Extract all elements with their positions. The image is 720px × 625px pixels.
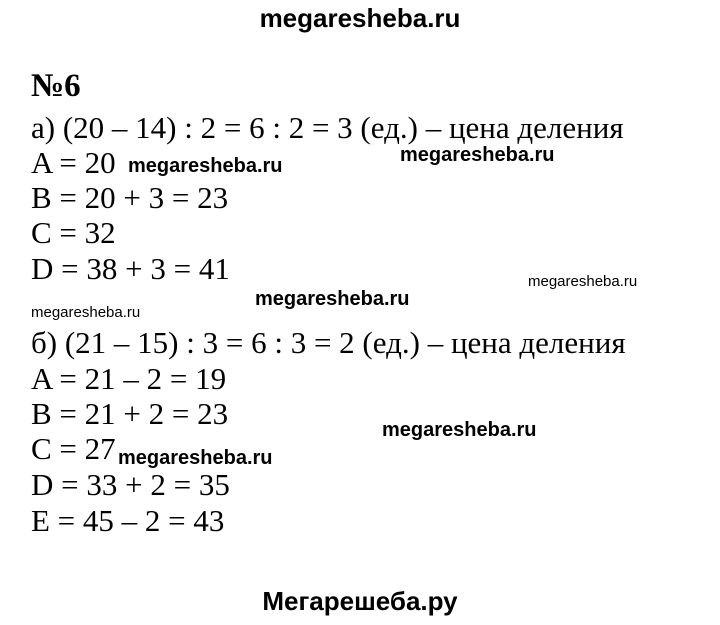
part-b-heading: б) (21 – 15) : 3 = 6 : 3 = 2 (ед.) – цена деления <box>31 325 626 360</box>
watermark: megaresheba.ru <box>255 288 410 310</box>
watermark: megaresheba.ru <box>400 144 555 166</box>
part-b-line-1: A = 21 – 2 = 19 <box>31 361 227 396</box>
site-header: megaresheba.ru <box>259 3 461 33</box>
watermark: megaresheba.ru <box>118 447 273 469</box>
part-a-line-1: A = 20 <box>31 145 116 180</box>
part-b-line-4: D = 33 + 2 = 35 <box>31 467 230 502</box>
part-b-line-5: E = 45 – 2 = 43 <box>31 503 225 538</box>
part-a-line-4: D = 38 + 3 = 41 <box>31 251 230 286</box>
part-b-line-3: C = 27 <box>31 431 116 466</box>
watermark: megaresheba.ru <box>128 155 283 177</box>
part-a-line-3: C = 32 <box>31 215 116 250</box>
watermark: megaresheba.ru <box>31 304 141 321</box>
watermark: megaresheba.ru <box>528 273 638 290</box>
watermark: megaresheba.ru <box>382 419 537 441</box>
part-b-line-2: B = 21 + 2 = 23 <box>31 396 229 431</box>
part-a-line-2: B = 20 + 3 = 23 <box>31 180 229 215</box>
task-number: №6 <box>31 68 81 104</box>
site-footer: Мегарешеба.ру <box>262 586 458 616</box>
part-a-heading: а) (20 – 14) : 2 = 6 : 2 = 3 (ед.) – цена деления <box>31 110 624 145</box>
